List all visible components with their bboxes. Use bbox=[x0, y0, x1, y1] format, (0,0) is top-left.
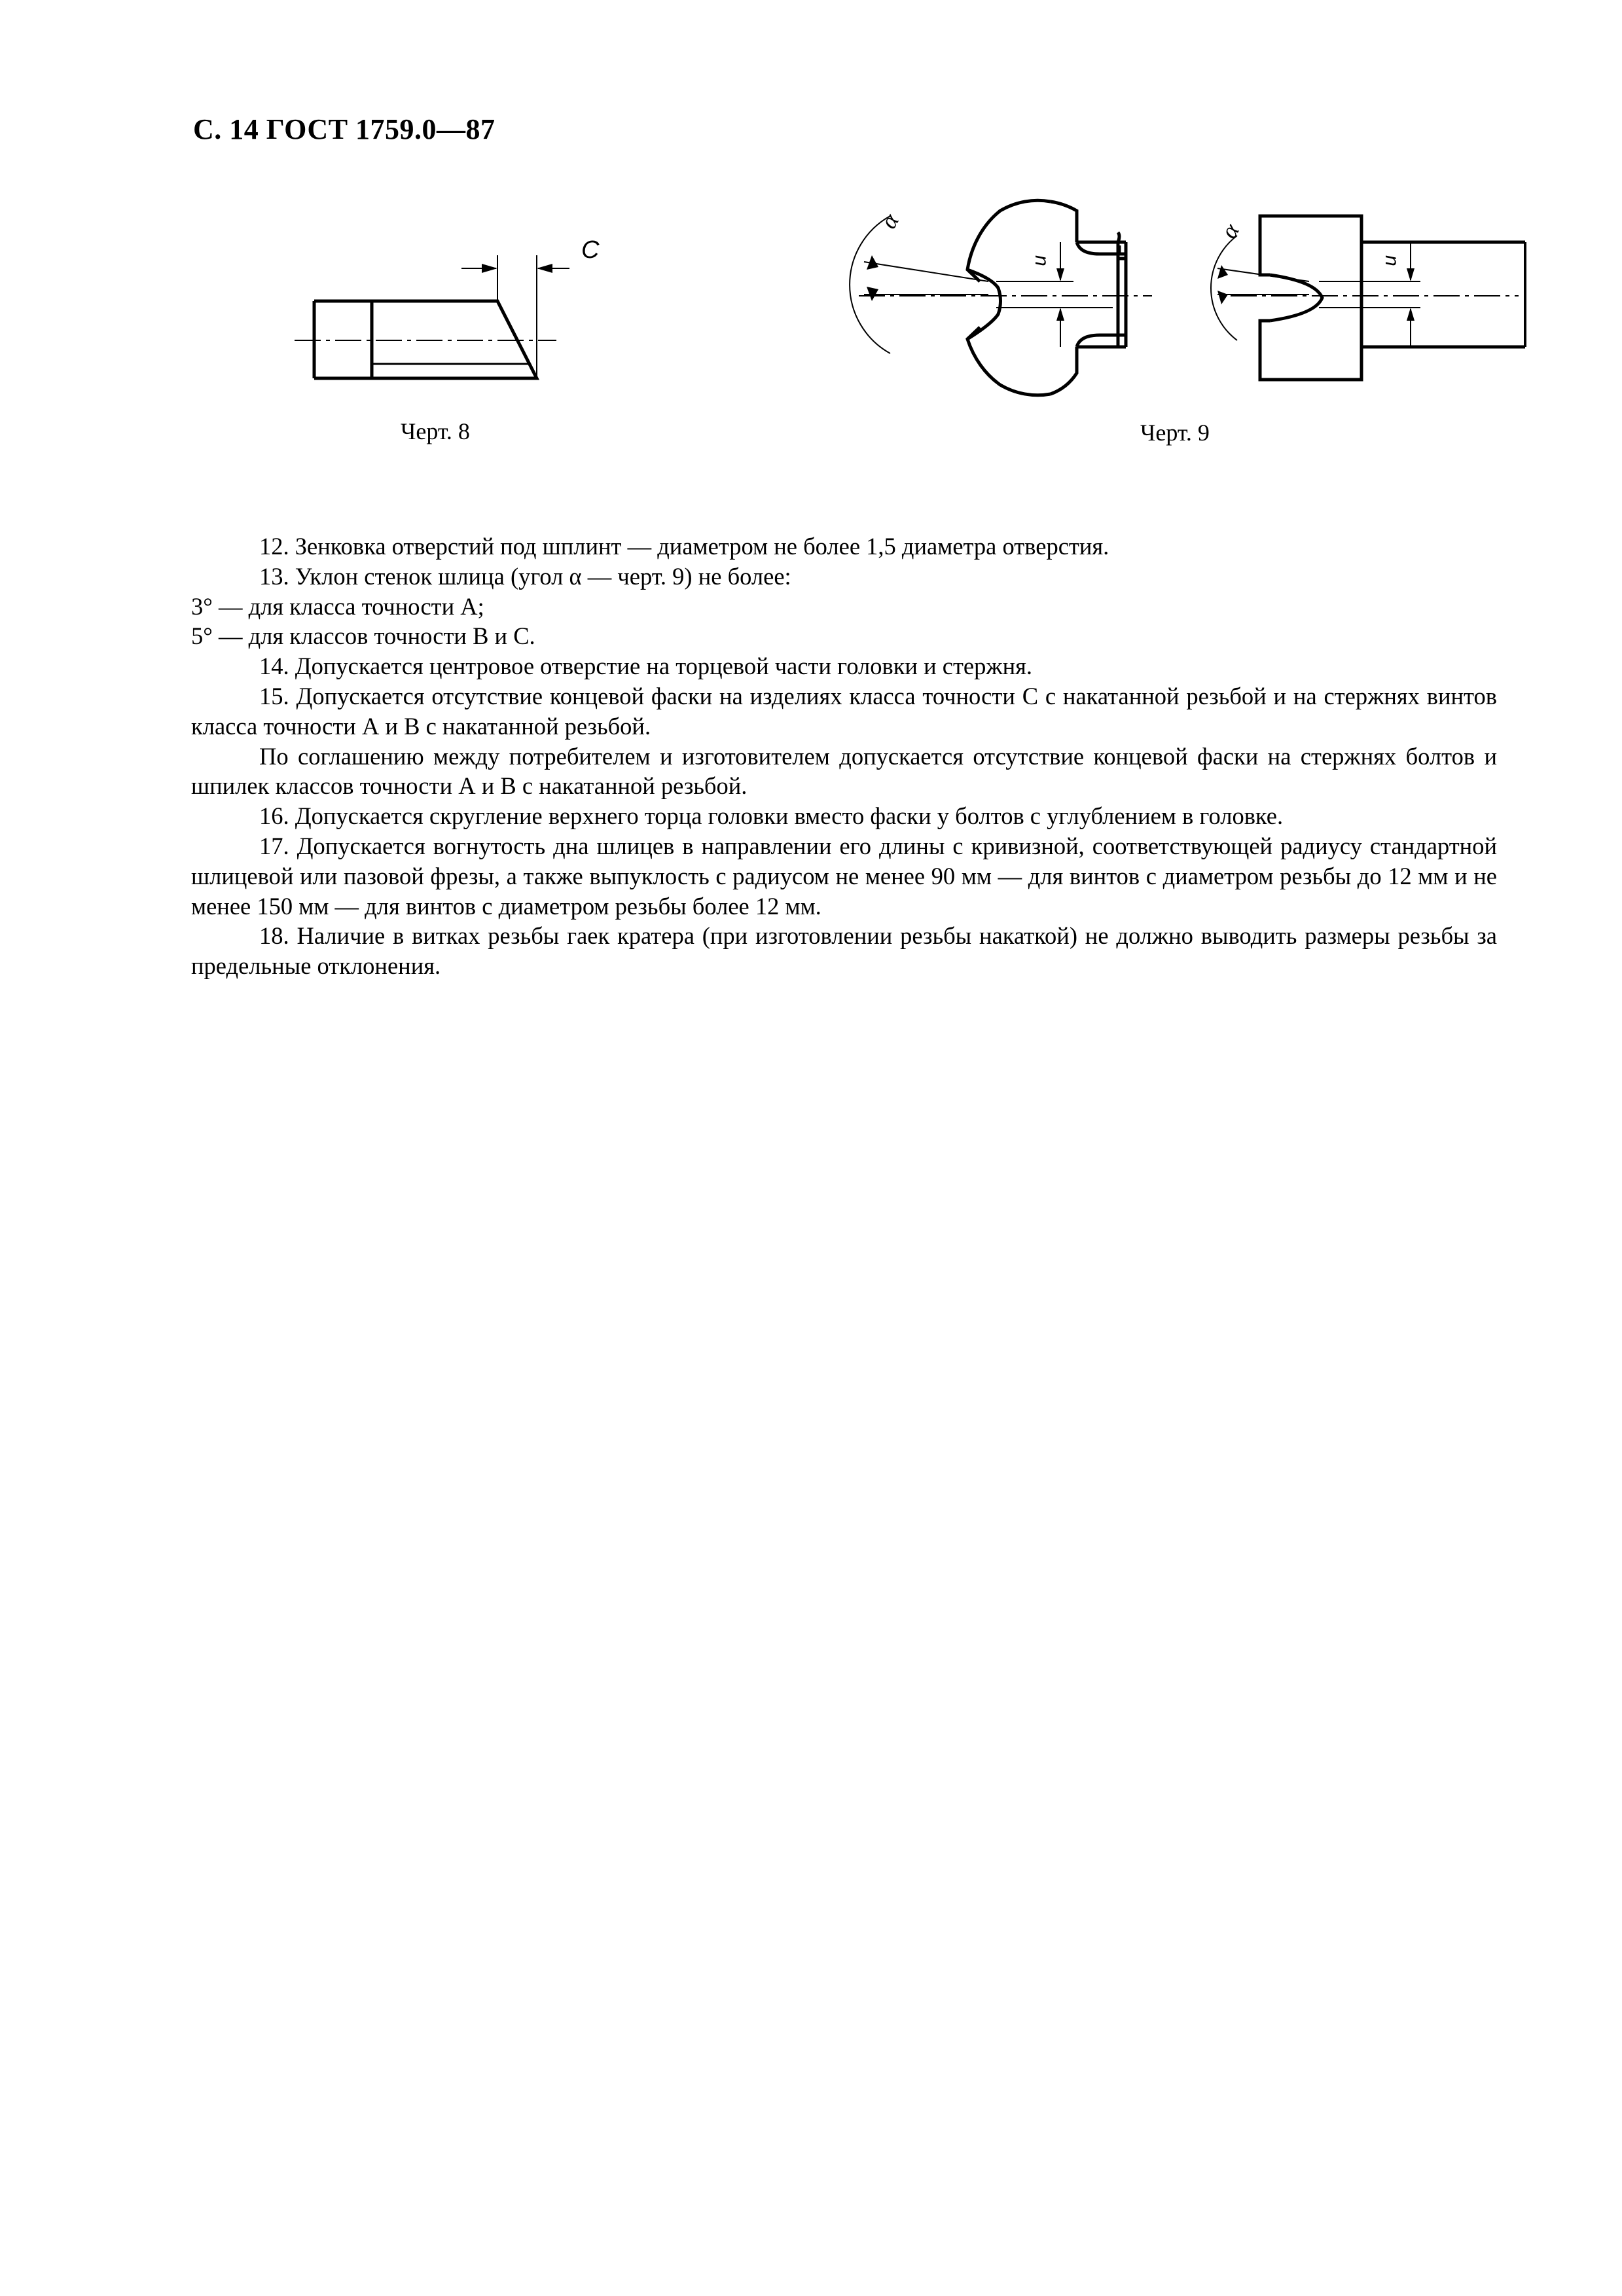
depth-label-left: n bbox=[1031, 255, 1053, 266]
page-header: С. 14 ГОСТ 1759.0—87 bbox=[193, 113, 496, 145]
paragraph-15: 15. Допускается отсутствие концевой фаски на изделиях класса точности С с накатанной резьбой и на стержнях винтов класса точности А и В с накатанной резьбой. bbox=[191, 682, 1497, 740]
paragraph-18: 18. Наличие в витках резьбы гаек кратера (при изготовлении резьбы накаткой) не должно выводить размеры резьбы за предельные отклонения. bbox=[191, 922, 1497, 980]
angle-alpha-right: α bbox=[1215, 219, 1245, 243]
paragraph-13: 13. Уклон стенок шлица (угол α — черт. 9) не более: bbox=[259, 562, 791, 590]
figure-9-caption: Черт. 9 bbox=[1140, 420, 1210, 446]
figure-8-drawing bbox=[288, 236, 600, 393]
paragraph-12: 12. Зенковка отверстий под шплинт — диаметром не более 1,5 диаметра отверстия. bbox=[259, 533, 1109, 560]
paragraph-15-note: По соглашению между потребителем и изготовителем допускается отсутствие концевой фаски на стержнях болтов и шпилек классов точности А и В с накатанной резьбой. bbox=[191, 742, 1497, 800]
paragraph-16: 16. Допускается скругление верхнего торца головки вместо фаски у болтов с углублением в головке. bbox=[259, 802, 1284, 830]
paragraph-13-item-a: 3° — для класса точности А; bbox=[191, 592, 484, 620]
paragraph-13-item-bc: 5° — для классов точности В и С. bbox=[191, 622, 535, 650]
paragraph-14: 14. Допускается центровое отверстие на торцевой части головки и стержня. bbox=[259, 653, 1033, 680]
figure-9-drawing bbox=[851, 196, 1525, 399]
paragraph-17: 17. Допускается вогнутость дна шлицев в направлении его длины с кривизной, соответствующей радиусу стандартной шлицевой или пазовой фрезы, а также выпуклость с радиусом не менее 90 мм — для винтов с диаметром резьбы до 12 мм и не менее 150 мм — для винтов с диаметром резьбы более 12 мм. bbox=[191, 832, 1497, 920]
depth-label-right: n bbox=[1381, 255, 1403, 266]
body-text bbox=[191, 531, 1497, 981]
figure-8-caption: Черт. 8 bbox=[401, 418, 470, 444]
angle-alpha-left: α bbox=[874, 209, 905, 233]
dimension-c-label: C bbox=[581, 236, 600, 264]
